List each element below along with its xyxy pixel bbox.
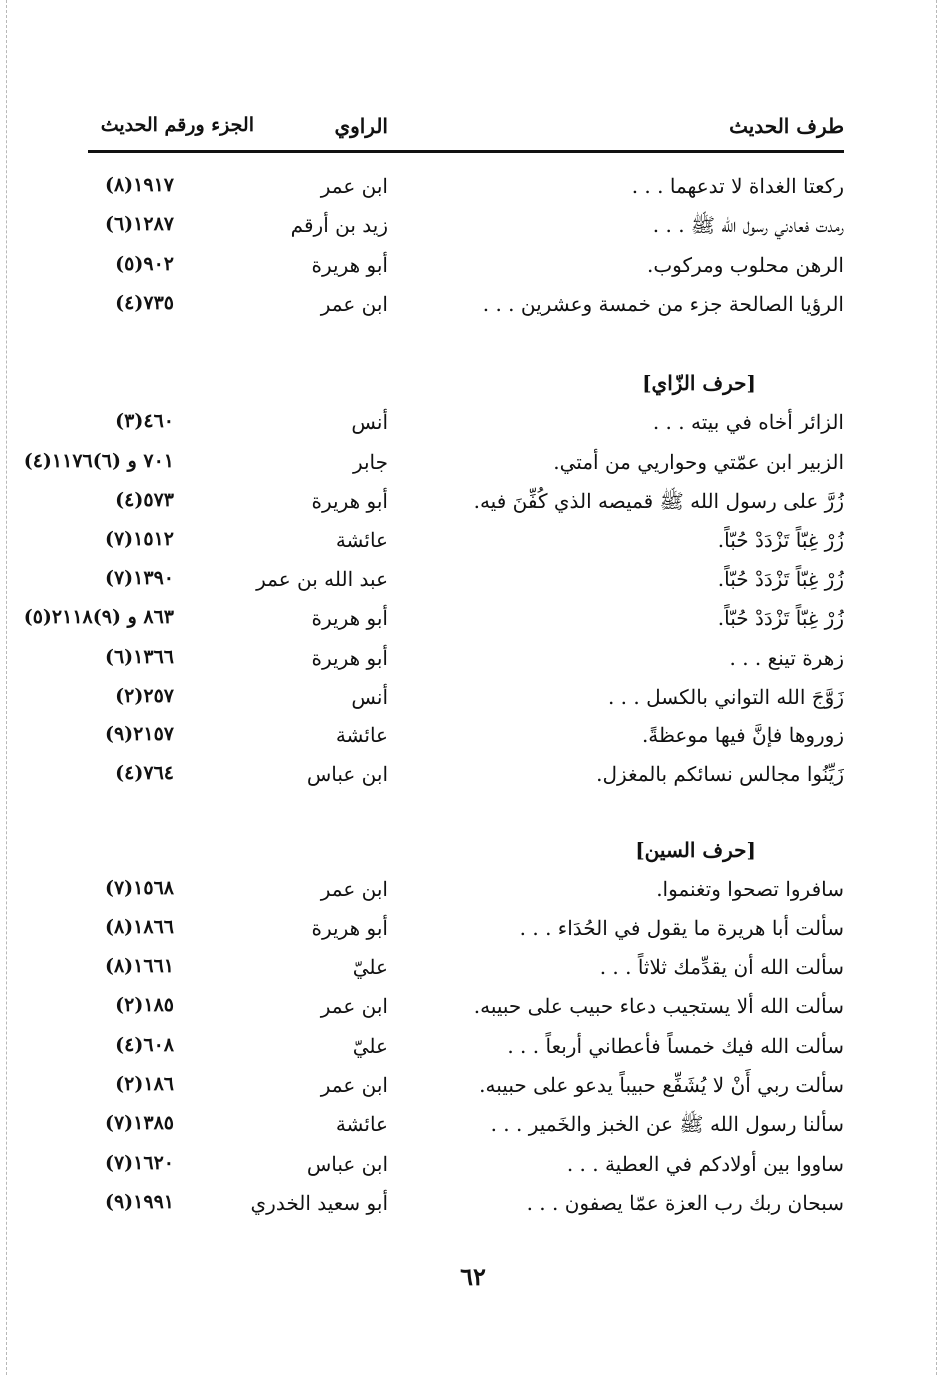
section-heading-zay xyxy=(88,371,844,403)
narrator: أنس xyxy=(351,410,388,434)
hadith-text: زوروها فإنَّ فيها موعظةً. xyxy=(641,723,844,747)
narrator: عليّ xyxy=(352,955,388,979)
index-rows xyxy=(23,0,844,1375)
narrator: عليّ xyxy=(352,1034,388,1058)
reference: (٨)١٩١٧ xyxy=(104,174,174,196)
table-row xyxy=(23,450,844,482)
hadith-text: الرؤيا الصالحة جزء من خمسة وعشرين . . . xyxy=(482,292,844,316)
hadith-text: الزائر أخاه في بيته . . . xyxy=(652,410,844,434)
narrator: زيد بن أرقم xyxy=(290,213,388,237)
narrator: ابن عمر xyxy=(320,292,388,316)
reference: (٥)٨٦٣ و (٩)٢١١٨ xyxy=(23,606,174,628)
reference: (٦)١٣٦٦ xyxy=(104,646,174,668)
table-row xyxy=(88,213,844,245)
table-row xyxy=(88,528,844,560)
reference: (٧)١٦٢٠ xyxy=(104,1152,174,1174)
narrator: عبد الله بن عمر xyxy=(256,567,388,591)
table-row xyxy=(88,646,844,678)
hadith-text: سألت أبا هريرة ما يقول في الحُدَاء . . . xyxy=(519,916,844,940)
reference: (٤)٥٧٣ xyxy=(115,489,174,511)
hadith-text: زُرَّ على رسول الله ﷺ قميصه الذي كُفِّنَ فيه. xyxy=(473,489,844,513)
hadith-text: الزبير ابن عمّتي وحواريي من أمتي. xyxy=(553,450,844,474)
table-row xyxy=(88,723,844,755)
hadith-text: الرهن محلوب ومركوب. xyxy=(646,253,844,277)
narrator: أبو هريرة xyxy=(311,646,388,670)
hadith-text: زُرْ غِبّاً تَزْدَدْ حُبّاً. xyxy=(717,606,844,630)
reference: (٩)١٩٩١ xyxy=(104,1191,174,1213)
table-row xyxy=(88,292,844,324)
reference: (٧)١٣٩٠ xyxy=(104,567,174,589)
table-row xyxy=(88,1034,844,1066)
hadith-text: زهرة تينع . . . xyxy=(729,646,844,670)
hadith-text: زُرْ غِبّاً تَزْدَدْ حُبّاً. xyxy=(717,567,844,591)
header-narrator-column: الراوي xyxy=(334,114,388,138)
hadith-text: زُرْ غِبّاً تَزْدَدْ حُبّاً. xyxy=(717,528,844,552)
reference: (٤)٦٠٨ xyxy=(115,1034,174,1056)
table-row xyxy=(88,1112,844,1144)
narrator: أبو هريرة xyxy=(311,606,388,630)
reference: (٨)١٨٦٦ xyxy=(104,916,174,938)
reference: (٤)٧٦٤ xyxy=(115,762,174,784)
hadith-text: زَيِّنُوا مجالس نسائكم بالمغزل. xyxy=(596,762,844,786)
narrator: أنس xyxy=(351,685,388,709)
table-row xyxy=(88,994,844,1026)
hadith-text: سألت ربي أَنْ لا يُشَفِّع حبيباً يدعو على حبيبه. xyxy=(479,1073,844,1097)
section-heading-text: [حرف الزّاي] xyxy=(642,371,756,395)
hadith-text: سافروا تصحوا وتغنموا. xyxy=(656,877,844,901)
reference: (٥)٩٠٢ xyxy=(115,253,174,275)
scan-edge-right xyxy=(936,0,937,1375)
table-row xyxy=(88,685,844,717)
narrator: ابن عمر xyxy=(320,994,388,1018)
table-row xyxy=(88,916,844,948)
header-reference-column: الجزء ورقم الحديث xyxy=(100,114,254,136)
table-row xyxy=(88,410,844,442)
reference: (٨)١٦٦١ xyxy=(104,955,174,977)
reference: (٧)١٥٦٨ xyxy=(104,877,174,899)
hadith-text: سألنا رسول الله ﷺ عن الخبز والخَمير . . . xyxy=(490,1112,844,1136)
reference: (٧)١٥١٢ xyxy=(104,528,174,550)
narrator: ابن عمر xyxy=(320,877,388,901)
hadith-text: ركعتا الغداة لا تدعهما . . . xyxy=(631,174,844,198)
table-row xyxy=(88,174,844,206)
narrator: عائشة xyxy=(335,1112,388,1136)
table-row xyxy=(88,253,844,285)
table-row xyxy=(88,567,844,599)
narrator: أبو هريرة xyxy=(311,916,388,940)
table-row xyxy=(23,606,844,638)
reference: (٢)٢٥٧ xyxy=(115,685,174,707)
hadith-text: زَوَّجَ الله التواني بالكسل . . . xyxy=(607,685,844,709)
reference: (٤)٧٠١ و (٦)١١٧٦ xyxy=(23,450,174,472)
header-hadith-column: طرف الحديث xyxy=(729,114,844,138)
hadith-text: سألت الله ألا يستجيب دعاء حبيب على حبيبه. xyxy=(473,994,844,1018)
narrator: ابن عمر xyxy=(320,1073,388,1097)
hadith-text: ساووا بين أولادكم في العطية . . . xyxy=(566,1152,844,1176)
reference: (٦)١٢٨٧ xyxy=(104,213,174,235)
hadith-text: سألت الله فيك خمساً فأعطاني أربعاً . . . xyxy=(507,1034,844,1058)
scan-edge-left xyxy=(6,0,7,1375)
hadith-text: سبحان ربك رب العزة عمّا يصفون . . . xyxy=(526,1191,844,1215)
table-row xyxy=(88,1073,844,1105)
page-number: ٦٢ xyxy=(460,1262,486,1291)
section-heading-sin xyxy=(88,838,844,870)
table-row xyxy=(88,762,844,794)
narrator: أبو سعيد الخدري xyxy=(250,1191,388,1215)
narrator: أبو هريرة xyxy=(311,253,388,277)
reference: (٢)١٨٦ xyxy=(115,1073,174,1095)
narrator: أبو هريرة xyxy=(311,489,388,513)
table-row xyxy=(88,1152,844,1184)
narrator: عائشة xyxy=(335,528,388,552)
table-row xyxy=(88,1191,844,1223)
narrator: ابن عمر xyxy=(320,174,388,198)
narrator: عائشة xyxy=(335,723,388,747)
reference: (٤)٧٣٥ xyxy=(115,292,174,314)
reference: (٣)٤٦٠ xyxy=(115,410,174,432)
hadith-text: سألت الله أن يقدِّمك ثلاثاً . . . xyxy=(599,955,844,979)
reference: (٧)١٣٨٥ xyxy=(104,1112,174,1134)
reference: (٩)٢١٥٧ xyxy=(104,723,174,745)
narrator: ابن عباس xyxy=(306,762,388,786)
table-row xyxy=(88,955,844,987)
table-row xyxy=(88,489,844,521)
section-heading-text: [حرف السين] xyxy=(635,838,756,862)
narrator: ابن عباس xyxy=(306,1152,388,1176)
reference: (٢)١٨٥ xyxy=(115,994,174,1016)
hadith-text: رمدت فعادني رسول الله ﷺ . . . xyxy=(652,213,844,237)
narrator: جابر xyxy=(352,450,388,474)
table-row xyxy=(88,877,844,909)
